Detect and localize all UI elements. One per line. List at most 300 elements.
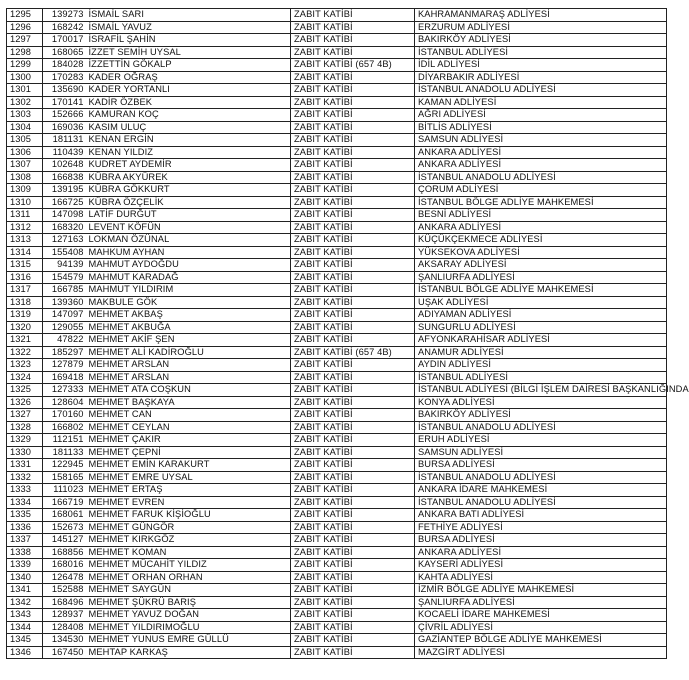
job-title-cell: ZABIT KATİBİ	[291, 34, 415, 47]
table-row	[7, 384, 667, 397]
table-row	[7, 296, 667, 309]
person-name-cell: MEHMET MÜCAHİT YILDIZ	[86, 559, 291, 572]
person-name-cell: MEHMET ERTAŞ	[86, 484, 291, 497]
job-title-cell: ZABIT KATİBİ	[291, 646, 415, 659]
registry-number-cell: 166719	[43, 496, 86, 509]
job-title-cell: ZABIT KATİBİ	[291, 84, 415, 97]
job-title-cell: ZABIT KATİBİ	[291, 534, 415, 547]
person-name-cell: MAHMUT AYDOĞDU	[86, 259, 291, 272]
assigned-unit-cell: ERUH ADLİYESİ	[415, 434, 667, 447]
table-row	[7, 84, 667, 97]
registry-number-cell: 154579	[43, 271, 86, 284]
registry-number-cell: 168856	[43, 546, 86, 559]
job-title-cell: ZABIT KATİBİ	[291, 184, 415, 197]
table-row	[7, 259, 667, 272]
person-name-cell: MEHMET CEYLAN	[86, 421, 291, 434]
row-number-cell: 1346	[7, 646, 43, 659]
person-name-cell: MEHMET BAŞKAYA	[86, 396, 291, 409]
person-name-cell: MEHMET ARSLAN	[86, 371, 291, 384]
job-title-cell: ZABIT KATİBİ	[291, 71, 415, 84]
assigned-unit-cell: ANKARA ADLİYESİ	[415, 221, 667, 234]
assigned-unit-cell: İSTANBUL ANADOLU ADLİYESİ	[415, 171, 667, 184]
row-number-cell: 1309	[7, 184, 43, 197]
registry-number-cell: 166725	[43, 196, 86, 209]
job-title-cell: ZABIT KATİBİ	[291, 396, 415, 409]
assigned-unit-cell: İSTANBUL ANADOLU ADLİYESİ	[415, 496, 667, 509]
table-row	[7, 409, 667, 422]
registry-number-cell: 134530	[43, 634, 86, 647]
table-row	[7, 509, 667, 522]
row-number-cell: 1313	[7, 234, 43, 247]
person-name-cell: MEHMET ÇAKIR	[86, 434, 291, 447]
row-number-cell: 1345	[7, 634, 43, 647]
row-number-cell: 1323	[7, 359, 43, 372]
person-name-cell: KAMURAN KOÇ	[86, 109, 291, 122]
registry-number-cell: 139273	[43, 9, 86, 22]
person-name-cell: MEHMET ORHAN ORHAN	[86, 571, 291, 584]
registry-number-cell: 128408	[43, 621, 86, 634]
row-number-cell: 1341	[7, 584, 43, 597]
table-row	[7, 246, 667, 259]
job-title-cell: ZABIT KATİBİ	[291, 434, 415, 447]
row-number-cell: 1331	[7, 459, 43, 472]
table-row	[7, 159, 667, 172]
job-title-cell: ZABIT KATİBİ	[291, 196, 415, 209]
registry-number-cell: 185297	[43, 346, 86, 359]
row-number-cell: 1344	[7, 621, 43, 634]
job-title-cell: ZABIT KATİBİ	[291, 546, 415, 559]
row-number-cell: 1296	[7, 21, 43, 34]
assigned-unit-cell: KONYA ADLİYESİ	[415, 396, 667, 409]
table-row	[7, 371, 667, 384]
person-name-cell: KASIM ULUÇ	[86, 121, 291, 134]
registry-number-cell: 152588	[43, 584, 86, 597]
job-title-cell: ZABIT KATİBİ	[291, 471, 415, 484]
job-title-cell: ZABIT KATİBİ	[291, 409, 415, 422]
assigned-unit-cell: İSTANBUL ADLİYESİ	[415, 371, 667, 384]
personnel-table-body	[7, 9, 689, 659]
person-name-cell: MEHMET ALİ KADİROĞLU	[86, 346, 291, 359]
assigned-unit-cell: ŞANLIURFA ADLİYESİ	[415, 271, 667, 284]
assigned-unit-cell: SUNGURLU ADLİYESİ	[415, 321, 667, 334]
assigned-unit-cell: ANAMUR ADLİYESİ	[415, 346, 667, 359]
table-row	[7, 96, 667, 109]
table-row	[7, 196, 667, 209]
job-title-cell: ZABIT KATİBİ	[291, 46, 415, 59]
job-title-cell: ZABIT KATİBİ	[291, 121, 415, 134]
job-title-cell: ZABIT KATİBİ	[291, 596, 415, 609]
row-number-cell: 1301	[7, 84, 43, 97]
assigned-unit-cell: SAMSUN ADLİYESİ	[415, 134, 667, 147]
table-row	[7, 346, 667, 359]
person-name-cell: KADER YORTANLI	[86, 84, 291, 97]
row-number-cell: 1304	[7, 121, 43, 134]
person-name-cell: İSMAİL SARI	[86, 9, 291, 22]
registry-number-cell: 122945	[43, 459, 86, 472]
table-row	[7, 234, 667, 247]
job-title-cell: ZABIT KATİBİ	[291, 559, 415, 572]
row-number-cell: 1335	[7, 509, 43, 522]
assigned-unit-cell: FETHİYE ADLİYESİ	[415, 521, 667, 534]
person-name-cell: KENAN YILDIZ	[86, 146, 291, 159]
assigned-unit-cell: ANKARA ADLİYESİ	[415, 546, 667, 559]
assigned-unit-cell: ÇİVRİL ADLİYESİ	[415, 621, 667, 634]
table-row	[7, 646, 667, 659]
row-number-cell: 1328	[7, 421, 43, 434]
job-title-cell: ZABIT KATİBİ	[291, 134, 415, 147]
registry-number-cell: 94139	[43, 259, 86, 272]
job-title-cell: ZABIT KATİBİ	[291, 246, 415, 259]
table-row	[7, 584, 667, 597]
table-row	[7, 559, 667, 572]
assigned-unit-cell: BİTLİS ADLİYESİ	[415, 121, 667, 134]
registry-number-cell: 166785	[43, 284, 86, 297]
row-number-cell: 1308	[7, 171, 43, 184]
job-title-cell: ZABIT KATİBİ	[291, 234, 415, 247]
row-number-cell: 1298	[7, 46, 43, 59]
assigned-unit-cell: AKSARAY ADLİYESİ	[415, 259, 667, 272]
person-name-cell: MEHMET AKİF ŞEN	[86, 334, 291, 347]
row-number-cell: 1319	[7, 309, 43, 322]
assigned-unit-cell: ANKARA BATI ADLİYESİ	[415, 509, 667, 522]
job-title-cell: ZABIT KATİBİ	[291, 284, 415, 297]
person-name-cell: MEHMET YILDIRIMOĞLU	[86, 621, 291, 634]
table-row	[7, 34, 667, 47]
table-row	[7, 146, 667, 159]
row-number-cell: 1333	[7, 484, 43, 497]
table-row	[7, 496, 667, 509]
person-name-cell: İZZET SEMİH UYSAL	[86, 46, 291, 59]
registry-number-cell: 155408	[43, 246, 86, 259]
row-number-cell: 1322	[7, 346, 43, 359]
job-title-cell: ZABIT KATİBİ	[291, 9, 415, 22]
registry-number-cell: 111023	[43, 484, 86, 497]
registry-number-cell: 166838	[43, 171, 86, 184]
table-row	[7, 521, 667, 534]
job-title-cell: ZABIT KATİBİ	[291, 296, 415, 309]
person-name-cell: MEHMET YUNUS EMRE GÜLLÜ	[86, 634, 291, 647]
assigned-unit-cell: ANKARA ADLİYESİ	[415, 159, 667, 172]
registry-number-cell: 128937	[43, 609, 86, 622]
person-name-cell: MEHMET EMİN KARAKURT	[86, 459, 291, 472]
registry-number-cell: 128604	[43, 396, 86, 409]
table-row	[7, 596, 667, 609]
person-name-cell: MEHMET SAYGÜN	[86, 584, 291, 597]
row-number-cell: 1299	[7, 59, 43, 72]
person-name-cell: KADER OĞRAŞ	[86, 71, 291, 84]
row-number-cell: 1343	[7, 609, 43, 622]
table-row	[7, 134, 667, 147]
table-row	[7, 634, 667, 647]
job-title-cell: ZABIT KATİBİ	[291, 21, 415, 34]
job-title-cell: ZABIT KATİBİ	[291, 634, 415, 647]
table-row	[7, 221, 667, 234]
assigned-unit-cell: İSTANBUL ADLİYESİ (BİLGİ İŞLEM DAİRESİ BAŞKANLIĞINDA	[415, 384, 667, 397]
row-number-cell: 1300	[7, 71, 43, 84]
registry-number-cell: 170141	[43, 96, 86, 109]
person-name-cell: MAKBULE GÖK	[86, 296, 291, 309]
registry-number-cell: 168065	[43, 46, 86, 59]
table-row	[7, 459, 667, 472]
job-title-cell: ZABIT KATİBİ	[291, 221, 415, 234]
registry-number-cell: 147097	[43, 309, 86, 322]
row-number-cell: 1334	[7, 496, 43, 509]
assigned-unit-cell: KAYSERİ ADLİYESİ	[415, 559, 667, 572]
registry-number-cell: 145127	[43, 534, 86, 547]
row-number-cell: 1295	[7, 9, 43, 22]
assigned-unit-cell: AĞRI ADLİYESİ	[415, 109, 667, 122]
registry-number-cell: 147098	[43, 209, 86, 222]
person-name-cell: MEHMET ARSLAN	[86, 359, 291, 372]
person-name-cell: İSMAİL YAVUZ	[86, 21, 291, 34]
person-name-cell: KÜBRA GÖKKURT	[86, 184, 291, 197]
assigned-unit-cell: KAHRAMANMARAŞ ADLİYESİ	[415, 9, 667, 22]
job-title-cell: ZABIT KATİBİ	[291, 359, 415, 372]
table-row	[7, 484, 667, 497]
row-number-cell: 1307	[7, 159, 43, 172]
job-title-cell: ZABIT KATİBİ	[291, 271, 415, 284]
table-row	[7, 71, 667, 84]
person-name-cell: KENAN ERGİN	[86, 134, 291, 147]
assigned-unit-cell: İSTANBUL ANADOLU ADLİYESİ	[415, 84, 667, 97]
table-row	[7, 434, 667, 447]
person-name-cell: MEHMET EMRE UYSAL	[86, 471, 291, 484]
job-title-cell: ZABIT KATİBİ (657 4B)	[291, 59, 415, 72]
registry-number-cell: 168496	[43, 596, 86, 609]
personnel-list-sheet	[6, 8, 689, 672]
assigned-unit-cell: İSTANBUL ADLİYESİ	[415, 46, 667, 59]
registry-number-cell: 127163	[43, 234, 86, 247]
table-row	[7, 121, 667, 134]
assigned-unit-cell: ANKARA İDARE MAHKEMESİ	[415, 484, 667, 497]
registry-number-cell: 166802	[43, 421, 86, 434]
personnel-table	[6, 8, 689, 659]
row-number-cell: 1327	[7, 409, 43, 422]
row-number-cell: 1312	[7, 221, 43, 234]
row-number-cell: 1305	[7, 134, 43, 147]
registry-number-cell: 139195	[43, 184, 86, 197]
registry-number-cell: 168016	[43, 559, 86, 572]
assigned-unit-cell: ANKARA ADLİYESİ	[415, 146, 667, 159]
assigned-unit-cell: BURSA ADLİYESİ	[415, 459, 667, 472]
assigned-unit-cell: SAMSUN ADLİYESİ	[415, 446, 667, 459]
table-row	[7, 571, 667, 584]
table-row	[7, 396, 667, 409]
person-name-cell: KÜBRA ÖZÇELİK	[86, 196, 291, 209]
row-number-cell: 1303	[7, 109, 43, 122]
person-name-cell: MEHMET ŞÜKRÜ BARIŞ	[86, 596, 291, 609]
person-name-cell: LATİF DURĞUT	[86, 209, 291, 222]
person-name-cell: KADİR ÖZBEK	[86, 96, 291, 109]
assigned-unit-cell: AFYONKARAHİSAR ADLİYESİ	[415, 334, 667, 347]
job-title-cell: ZABIT KATİBİ	[291, 171, 415, 184]
row-number-cell: 1340	[7, 571, 43, 584]
registry-number-cell: 135690	[43, 84, 86, 97]
table-row	[7, 546, 667, 559]
job-title-cell: ZABIT KATİBİ	[291, 209, 415, 222]
table-row	[7, 171, 667, 184]
person-name-cell: MAHMUT YILDIRIM	[86, 284, 291, 297]
row-number-cell: 1297	[7, 34, 43, 47]
row-number-cell: 1330	[7, 446, 43, 459]
row-number-cell: 1302	[7, 96, 43, 109]
assigned-unit-cell: KOCAELİ İDARE MAHKEMESİ	[415, 609, 667, 622]
table-row	[7, 46, 667, 59]
person-name-cell: MEHMET AKBUĞA	[86, 321, 291, 334]
registry-number-cell: 139360	[43, 296, 86, 309]
person-name-cell: MEHMET KOMAN	[86, 546, 291, 559]
row-number-cell: 1314	[7, 246, 43, 259]
assigned-unit-cell: UŞAK ADLİYESİ	[415, 296, 667, 309]
person-name-cell: MEHMET GÜNGÖR	[86, 521, 291, 534]
registry-number-cell: 169418	[43, 371, 86, 384]
assigned-unit-cell: YÜKSEKOVA ADLİYESİ	[415, 246, 667, 259]
row-number-cell: 1315	[7, 259, 43, 272]
job-title-cell: ZABIT KATİBİ	[291, 584, 415, 597]
row-number-cell: 1329	[7, 434, 43, 447]
person-name-cell: MEHMET EVREN	[86, 496, 291, 509]
job-title-cell: ZABIT KATİBİ	[291, 571, 415, 584]
table-row	[7, 9, 667, 22]
table-row	[7, 271, 667, 284]
assigned-unit-cell: MAZGİRT ADLİYESİ	[415, 646, 667, 659]
person-name-cell: MEHMET ATA COŞKUN	[86, 384, 291, 397]
job-title-cell: ZABIT KATİBİ	[291, 334, 415, 347]
registry-number-cell: 170160	[43, 409, 86, 422]
table-row	[7, 471, 667, 484]
job-title-cell: ZABIT KATİBİ	[291, 159, 415, 172]
assigned-unit-cell: ÇORUM ADLİYESİ	[415, 184, 667, 197]
assigned-unit-cell: İDİL ADLİYESİ	[415, 59, 667, 72]
table-row	[7, 309, 667, 322]
job-title-cell: ZABIT KATİBİ	[291, 609, 415, 622]
person-name-cell: LEVENT KÖFÜN	[86, 221, 291, 234]
job-title-cell: ZABIT KATİBİ	[291, 484, 415, 497]
job-title-cell: ZABIT KATİBİ	[291, 459, 415, 472]
registry-number-cell: 110439	[43, 146, 86, 159]
assigned-unit-cell: İSTANBUL ANADOLU ADLİYESİ	[415, 471, 667, 484]
person-name-cell: MEHMET KIRKGÖZ	[86, 534, 291, 547]
registry-number-cell: 169036	[43, 121, 86, 134]
table-row	[7, 359, 667, 372]
registry-number-cell: 126478	[43, 571, 86, 584]
assigned-unit-cell: BAKIRKÖY ADLİYESİ	[415, 409, 667, 422]
job-title-cell: ZABIT KATİBİ	[291, 259, 415, 272]
table-row	[7, 59, 667, 72]
table-row	[7, 184, 667, 197]
table-row	[7, 334, 667, 347]
job-title-cell: ZABIT KATİBİ	[291, 621, 415, 634]
table-row	[7, 284, 667, 297]
row-number-cell: 1339	[7, 559, 43, 572]
row-number-cell: 1310	[7, 196, 43, 209]
person-name-cell: KÜBRA AKYÜREK	[86, 171, 291, 184]
job-title-cell: ZABIT KATİBİ	[291, 384, 415, 397]
job-title-cell: ZABIT KATİBİ	[291, 421, 415, 434]
job-title-cell: ZABIT KATİBİ	[291, 309, 415, 322]
assigned-unit-cell: İSTANBUL ANADOLU ADLİYESİ	[415, 421, 667, 434]
row-number-cell: 1337	[7, 534, 43, 547]
assigned-unit-cell: GAZİANTEP BÖLGE ADLİYE MAHKEMESİ	[415, 634, 667, 647]
registry-number-cell: 127333	[43, 384, 86, 397]
row-number-cell: 1342	[7, 596, 43, 609]
row-number-cell: 1318	[7, 296, 43, 309]
assigned-unit-cell: BURSA ADLİYESİ	[415, 534, 667, 547]
table-row	[7, 209, 667, 222]
row-number-cell: 1324	[7, 371, 43, 384]
registry-number-cell: 168320	[43, 221, 86, 234]
table-row	[7, 609, 667, 622]
job-title-cell: ZABIT KATİBİ	[291, 96, 415, 109]
person-name-cell: İZZETTİN GÖKALP	[86, 59, 291, 72]
assigned-unit-cell: DİYARBAKIR ADLİYESİ	[415, 71, 667, 84]
registry-number-cell: 181133	[43, 446, 86, 459]
row-number-cell: 1332	[7, 471, 43, 484]
registry-number-cell: 168061	[43, 509, 86, 522]
row-number-cell: 1326	[7, 396, 43, 409]
person-name-cell: KUDRET AYDEMİR	[86, 159, 291, 172]
job-title-cell: ZABIT KATİBİ	[291, 521, 415, 534]
job-title-cell: ZABIT KATİBİ	[291, 509, 415, 522]
registry-number-cell: 152673	[43, 521, 86, 534]
registry-number-cell: 184028	[43, 59, 86, 72]
table-row	[7, 621, 667, 634]
job-title-cell: ZABIT KATİBİ	[291, 446, 415, 459]
row-number-cell: 1321	[7, 334, 43, 347]
person-name-cell: MAHKUM AYHAN	[86, 246, 291, 259]
assigned-unit-cell: İSTANBUL BÖLGE ADLİYE MAHKEMESİ	[415, 196, 667, 209]
registry-number-cell: 181131	[43, 134, 86, 147]
job-title-cell: ZABIT KATİBİ (657 4B)	[291, 346, 415, 359]
job-title-cell: ZABIT KATİBİ	[291, 146, 415, 159]
assigned-unit-cell: ERZURUM ADLİYESİ	[415, 21, 667, 34]
person-name-cell: MEHMET ÇEPNİ	[86, 446, 291, 459]
registry-number-cell: 170017	[43, 34, 86, 47]
assigned-unit-cell: ŞANLIURFA ADLİYESİ	[415, 596, 667, 609]
table-row	[7, 446, 667, 459]
table-row	[7, 421, 667, 434]
registry-number-cell: 129055	[43, 321, 86, 334]
registry-number-cell: 167450	[43, 646, 86, 659]
job-title-cell: ZABIT KATİBİ	[291, 371, 415, 384]
person-name-cell: MEHTAP KARKAŞ	[86, 646, 291, 659]
registry-number-cell: 112151	[43, 434, 86, 447]
row-number-cell: 1311	[7, 209, 43, 222]
assigned-unit-cell: BESNİ ADLİYESİ	[415, 209, 667, 222]
job-title-cell: ZABIT KATİBİ	[291, 109, 415, 122]
row-number-cell: 1320	[7, 321, 43, 334]
job-title-cell: ZABIT KATİBİ	[291, 496, 415, 509]
person-name-cell: LOKMAN ÖZÜNAL	[86, 234, 291, 247]
person-name-cell: MEHMET FARUK KİŞİOĞLU	[86, 509, 291, 522]
registry-number-cell: 102648	[43, 159, 86, 172]
row-number-cell: 1316	[7, 271, 43, 284]
row-number-cell: 1306	[7, 146, 43, 159]
assigned-unit-cell: İZMİR BÖLGE ADLİYE MAHKEMESİ	[415, 584, 667, 597]
assigned-unit-cell: AYDIN ADLİYESİ	[415, 359, 667, 372]
job-title-cell: ZABIT KATİBİ	[291, 321, 415, 334]
table-row	[7, 534, 667, 547]
assigned-unit-cell: BAKIRKÖY ADLİYESİ	[415, 34, 667, 47]
registry-number-cell: 158165	[43, 471, 86, 484]
row-number-cell: 1325	[7, 384, 43, 397]
assigned-unit-cell: KÜÇÜKÇEKMECE ADLİYESİ	[415, 234, 667, 247]
row-number-cell: 1317	[7, 284, 43, 297]
registry-number-cell: 47822	[43, 334, 86, 347]
registry-number-cell: 152666	[43, 109, 86, 122]
registry-number-cell: 127879	[43, 359, 86, 372]
table-row	[7, 321, 667, 334]
